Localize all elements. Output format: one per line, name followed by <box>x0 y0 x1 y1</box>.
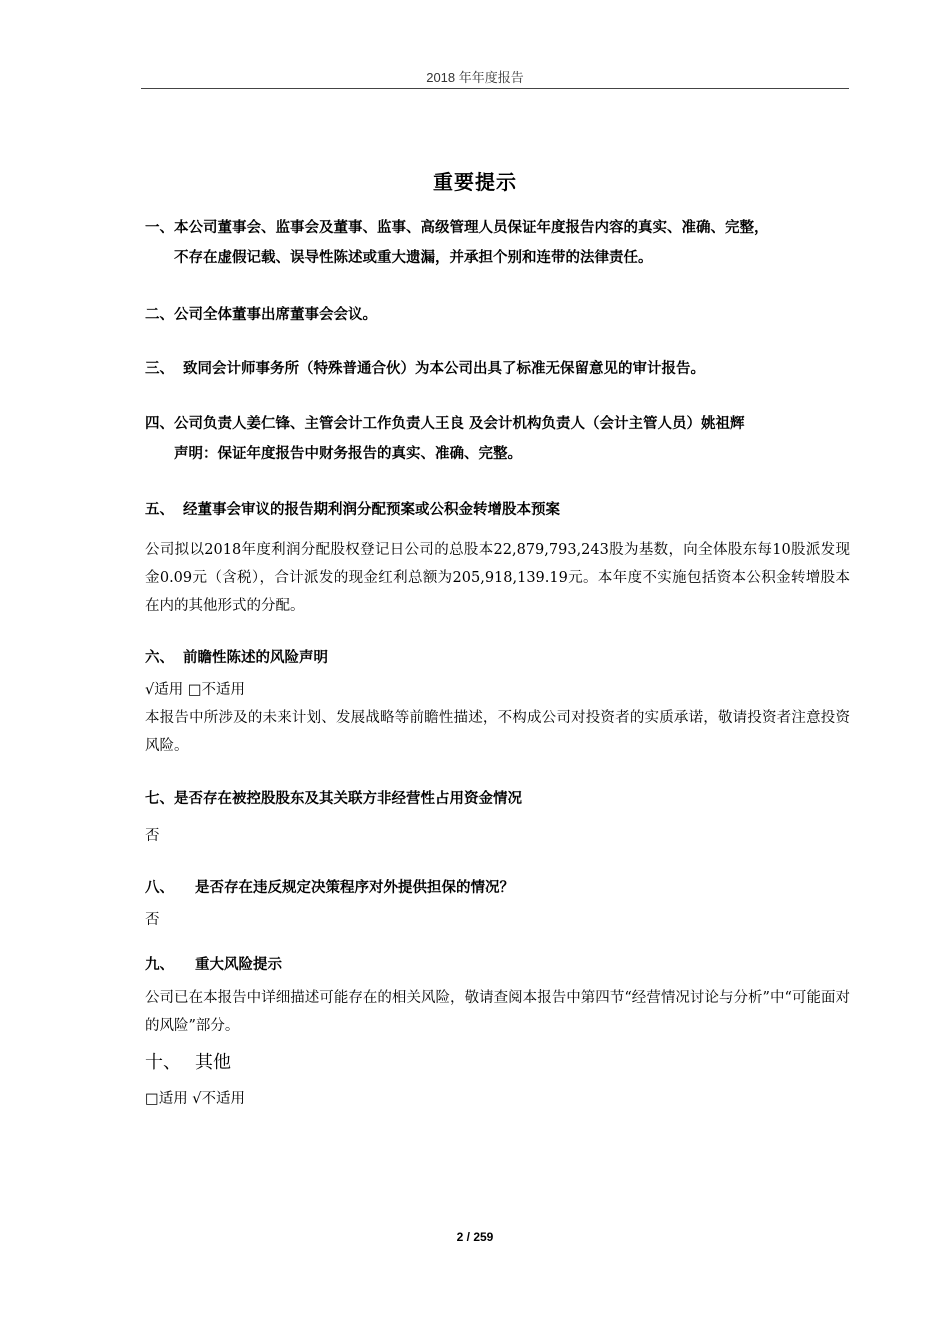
section-6-heading: 前瞻性陈述的风险声明 <box>183 650 328 666</box>
section-4 <box>145 409 850 469</box>
section-2-text: 公司全体董事出席董事会会议。 <box>174 307 377 323</box>
section-8-number: 八、 <box>145 880 174 896</box>
page-number: 2 / 259 <box>456 1230 494 1244</box>
section-6-number: 六、 <box>145 650 174 666</box>
section-10-heading: 其他 <box>195 1052 231 1073</box>
section-10-number: 十、 <box>145 1052 181 1073</box>
section-10 <box>145 1048 850 1078</box>
page-title: 重要提示 <box>433 170 517 194</box>
section-6-body: 本报告中所涉及的未来计划、发展战略等前瞻性描述，不构成公司对投资者的实质承诺，敬请投资者注意投资风险。 <box>145 710 850 754</box>
section-5-body: 公司拟以2018年度利润分配股权登记日公司的总股本22,879,793,243股为基数，向全体股东每10股派发现金0.09元（含税），合计派发的现金红利总额为205,918,139.19元。本年度不实施包括资本公积金转增股本在内的其他形式的分配。 <box>145 542 850 614</box>
section-5-heading: 经董事会审议的报告期利润分配预案或公积金转增股本预案 <box>183 502 560 518</box>
section-1-number: 一、 <box>145 220 174 236</box>
header-rule <box>141 88 849 89</box>
section-9-number: 九、 <box>145 957 174 973</box>
running-header: 2018 年年度报告 <box>426 70 524 85</box>
section-3-number: 三、 <box>145 361 174 377</box>
section-3 <box>145 354 850 384</box>
section-7 <box>145 784 850 814</box>
section-9-heading: 重大风险提示 <box>195 957 282 973</box>
section-10-options: □适用 √不适用 <box>145 1091 246 1107</box>
section-1-line-2: 不存在虚假记载、误导性陈述或重大遗漏，并承担个别和连带的法律责任。 <box>174 250 653 266</box>
section-8 <box>145 873 850 903</box>
section-9-body: 公司已在本报告中详细描述可能存在的相关风险，敬请查阅本报告中第四节“经营情况讨论与分析”中“可能面对的风险”部分。 <box>145 990 850 1034</box>
section-4-line-2: 声明：保证年度报告中财务报告的真实、准确、完整。 <box>174 446 522 462</box>
section-5 <box>145 495 850 525</box>
section-9 <box>145 950 850 980</box>
section-8-answer: 否 <box>145 912 160 928</box>
section-7-heading: 是否存在被控股股东及其关联方非经营性占用资金情况 <box>174 791 522 807</box>
section-7-answer: 否 <box>145 828 160 844</box>
section-2-number: 二、 <box>145 307 174 323</box>
section-5-number: 五、 <box>145 502 174 518</box>
section-1 <box>145 213 850 273</box>
section-4-number: 四、 <box>145 416 174 432</box>
section-6 <box>145 643 850 673</box>
section-6-options: √适用 □不适用 <box>145 682 246 698</box>
section-3-text: 致同会计师事务所（特殊普通合伙）为本公司出具了标准无保留意见的审计报告。 <box>183 361 705 377</box>
section-4-line-1: 公司负责人姜仁锋、主管会计工作负责人王良 及会计机构负责人（会计主管人员）姚祖辉 <box>174 416 745 432</box>
section-2 <box>145 300 850 330</box>
section-7-number: 七、 <box>145 791 174 807</box>
section-8-heading: 是否存在违反规定决策程序对外提供担保的情况？ <box>195 880 514 896</box>
section-1-line-1: 本公司董事会、监事会及董事、监事、高级管理人员保证年度报告内容的真实、准确、完整， <box>174 220 769 236</box>
